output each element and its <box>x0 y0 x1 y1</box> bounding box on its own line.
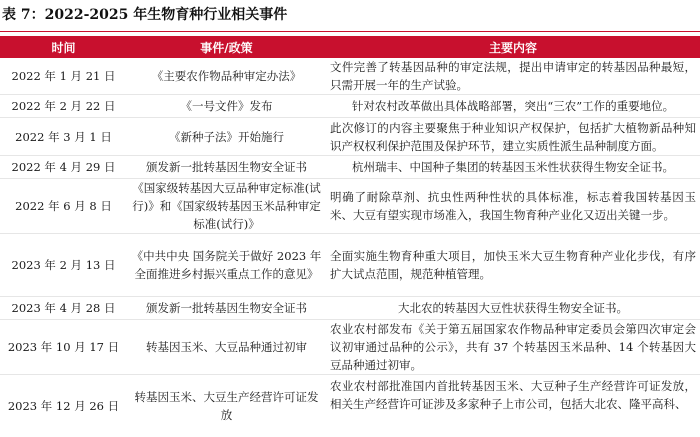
row-content: 全面实施生物育种重大项目，加快玉米大豆生物育种产业化步伐，有序扩大试点范围，规范种植管理。 <box>326 234 700 297</box>
title-divider <box>0 31 700 32</box>
row-time: 2023 年 10 月 17 日 <box>0 320 127 375</box>
table-row <box>0 156 700 179</box>
header-time: 时间 <box>0 36 127 58</box>
row-event: 颁发新一批转基因生物安全证书 <box>127 297 326 320</box>
row-event: 《主要农作物品种审定办法》 <box>127 58 326 95</box>
row-content: 针对农村改革做出具体战略部署，突出“三农”工作的重要地位。 <box>326 95 700 118</box>
row-time: 2023 年 4 月 28 日 <box>0 297 127 320</box>
row-content: 农业农村部发布《关于第五届国家农作物品种审定委员会第四次审定会议初审通过品种的公示》，共有 37 个转基因玉米品种、14 个转基因大豆品种通过初审。 <box>326 320 700 375</box>
table-row <box>0 95 700 118</box>
table-row <box>0 179 700 234</box>
row-content: 文件完善了转基因品种的审定法规，提出申请审定的转基因品种最短，只需开展一年的生产试验。 <box>326 58 700 95</box>
table-header-row <box>0 36 700 58</box>
table-row <box>0 118 700 156</box>
events-table <box>0 36 700 437</box>
row-content: 明确了耐除草剂、抗虫性两种性状的具体标准，标志着我国转基因玉米、大豆有望实现市场准入，我国生物育种产业化又迈出关键一步。 <box>326 179 700 234</box>
row-time: 2022 年 4 月 29 日 <box>0 156 127 179</box>
row-event: 颁发新一批转基因生物安全证书 <box>127 156 326 179</box>
header-event: 事件/政策 <box>127 36 326 58</box>
row-content: 农业农村部批准国内首批转基因玉米、大豆种子生产经营许可证发放，相关生产经营许可证涉及多家种子上市公司，包括大北农、隆平高科、 <box>326 375 700 437</box>
row-time: 2023 年 12 月 26 日 <box>0 375 127 437</box>
row-time: 2022 年 1 月 21 日 <box>0 58 127 95</box>
row-event: 转基因玉米、大豆品种通过初审 <box>127 320 326 375</box>
row-event: 《新种子法》开始施行 <box>127 118 326 156</box>
row-time: 2023 年 2 月 13 日 <box>0 234 127 297</box>
header-content: 主要内容 <box>326 36 700 58</box>
row-content: 大北农的转基因大豆性状获得生物安全证书。 <box>326 297 700 320</box>
row-event: 转基因玉米、大豆生产经营许可证发放 <box>127 375 326 437</box>
row-event: 《国家级转基因大豆品种审定标准(试行)》和《国家级转基因玉米品种审定标准(试行)》 <box>127 179 326 234</box>
row-event: 《一号文件》发布 <box>127 95 326 118</box>
table-row <box>0 375 700 437</box>
row-time: 2022 年 3 月 1 日 <box>0 118 127 156</box>
table-row <box>0 320 700 375</box>
table-title: 表 7：2022-2025 年生物育种行业相关事件 <box>2 2 287 28</box>
table-row <box>0 58 700 95</box>
row-content: 杭州瑞丰、中国种子集团的转基因玉米性状获得生物安全证书。 <box>326 156 700 179</box>
row-event: 《中共中央 国务院关于做好 2023 年全面推进乡村振兴重点工作的意见》 <box>127 234 326 297</box>
table-row <box>0 297 700 320</box>
row-content: 此次修订的内容主要聚焦于种业知识产权保护，包括扩大植物新品种知识产权权利保护范围及保护环节，建立实质性派生品种制度方面。 <box>326 118 700 156</box>
table-row <box>0 234 700 297</box>
row-time: 2022 年 6 月 8 日 <box>0 179 127 234</box>
row-time: 2022 年 2 月 22 日 <box>0 95 127 118</box>
